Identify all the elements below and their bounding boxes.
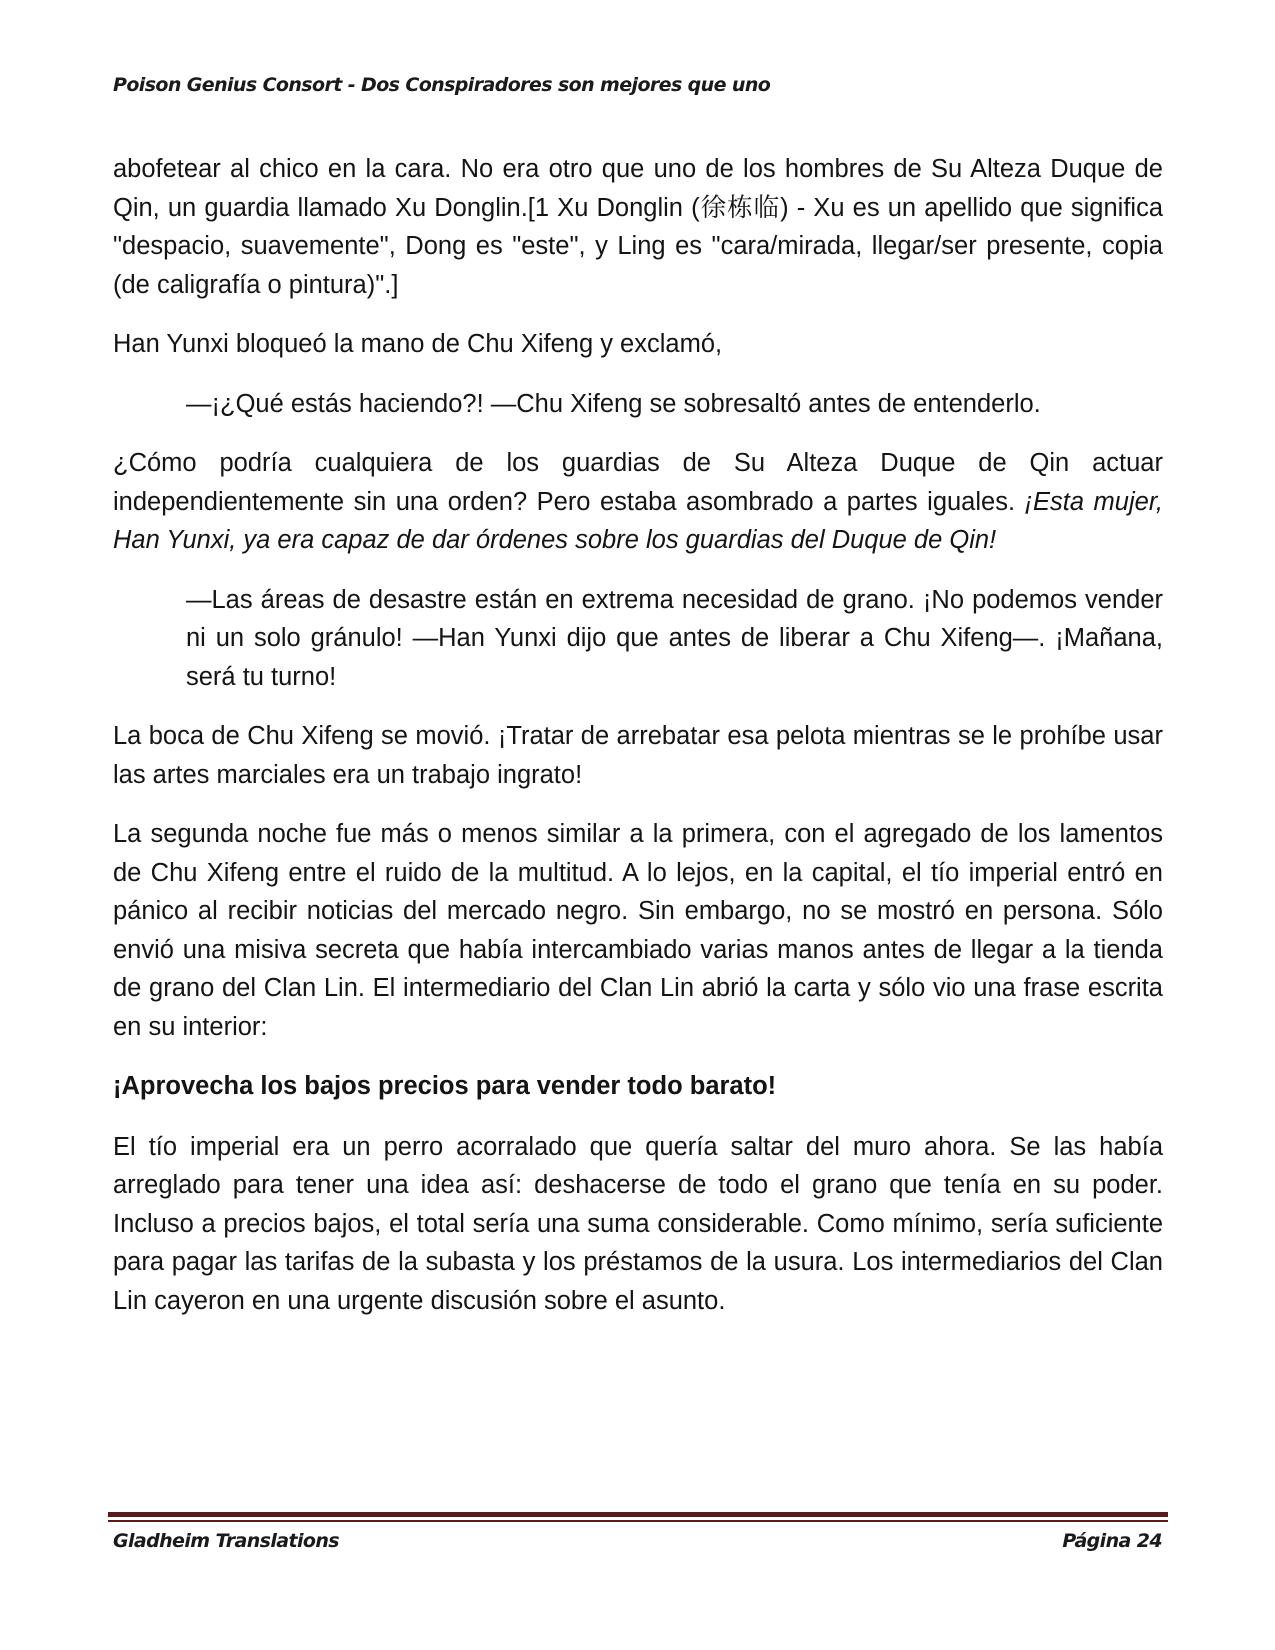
- dialogue-paragraph-1: —¡¿Qué estás haciendo?! —Chu Xifeng se sobresaltó antes de entenderlo.: [186, 389, 1041, 418]
- paragraph-2: Han Yunxi bloqueó la mano de Chu Xifeng y exclamó,: [113, 330, 723, 358]
- page-body: [113, 150, 1163, 1341]
- paragraph-7: La segunda noche fue más o menos similar a la primera, con el agregado de los lamentos de Chu Xifeng entre el ruido de la multitud. A lo lejos, en la capital, el tío imperial entró en pánico al recibir noticias del mercado negro. Sin embargo, no se mostró en persona. Sólo envió una misiva secreta que había intercambiado varias manos antes de llegar a la tienda de grano del Clan Lin. El intermediario del Clan Lin abrió la carta y sólo vio una frase escrita en su interior:: [113, 820, 1163, 1041]
- page-number: Página 24: [1062, 1530, 1162, 1552]
- letter-message: ¡Aprovecha los bajos precios para vender todo barato!: [113, 1072, 777, 1100]
- paragraph-6: La boca de Chu Xifeng se movió. ¡Tratar de arrebatar esa pelota mientras se le prohíbe usar las artes marciales era un trabajo ingrato!: [113, 722, 1163, 789]
- paragraph-4-text: ¿Cómo podría cualquiera de los guardias de Su Alteza Duque de Qin actuar independientemente sin una orden? Pero estaba asombrado a partes iguales.: [113, 449, 1163, 516]
- dialogue-paragraph-2: —Las áreas de desastre están en extrema necesidad de grano. ¡No podemos vender ni un solo gránulo! —Han Yunxi dijo que antes de liberar a Chu Xifeng—. ¡Mañana, será tu turno!: [186, 585, 1163, 691]
- paragraph-9: El tío imperial era un perro acorralado que quería saltar del muro ahora. Se las había arreglado para tener una idea así: deshacerse de todo el grano que tenía en su poder. Incluso a precios bajos, el total sería una suma considerable. Como mínimo, sería suficiente para pagar las tarifas de la subasta y los préstamos de la usura. Los intermediarios del Clan Lin cayeron en una urgente discusión sobre el asunto.: [113, 1132, 1163, 1315]
- footer-credit: Gladheim Translations: [113, 1530, 339, 1552]
- footer-rule-thick: [108, 1512, 1168, 1517]
- running-header: Poison Genius Consort - Dos Conspiradores son mejores que uno: [113, 74, 771, 96]
- paragraph-4-italic-thought: ¡Esta mujer, Han Yunxi, ya era capaz de dar órdenes sobre los guardias del Duque de Qin!: [113, 487, 1163, 554]
- footer-rule-thin: [108, 1520, 1168, 1522]
- paragraph-4: [113, 444, 1163, 560]
- paragraph-1: abofetear al chico en la cara. No era otro que uno de los hombres de Su Alteza Duque de Qin, un guardia llamado Xu Donglin.[1 Xu Donglin (徐栋临) - Xu es un apellido que significa "despacio, suavemente", Dong es "este", y Ling es "cara/mirada, llegar/ser presente, copia (de caligrafía o pintura)".]: [113, 155, 1163, 299]
